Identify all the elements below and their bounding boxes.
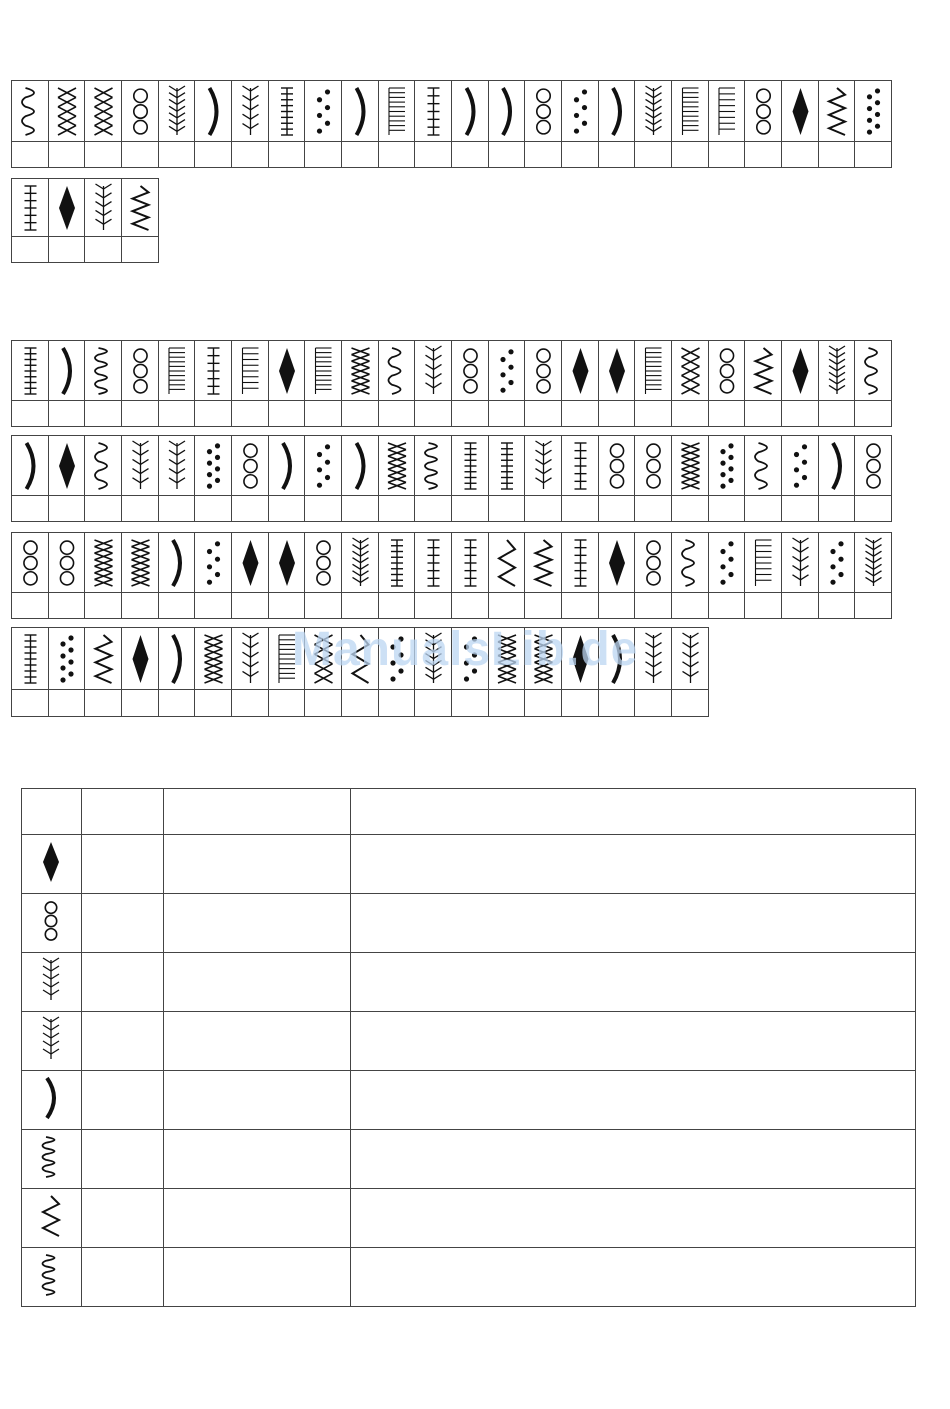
arrow-down-stitch-icon <box>709 81 745 142</box>
double-bracket-stitch-icon <box>379 81 415 142</box>
stitch-number-cell <box>159 401 195 427</box>
satin-line-stitch-icon <box>12 436 49 496</box>
stitch-number-cell <box>305 496 342 522</box>
ladder-bracket-stitch-icon <box>22 835 82 894</box>
stitch-number-cell <box>49 142 85 168</box>
zigzag-saw-stitch-icon <box>709 341 745 401</box>
stitch-number-cell <box>672 593 709 619</box>
stitch-number-cell <box>85 237 122 263</box>
snowflake-stitch-icon <box>819 436 855 496</box>
fishbone-stitch-icon <box>269 436 305 496</box>
stitch-number-cell <box>709 142 745 168</box>
sunburst-stitch-icon <box>12 533 49 593</box>
arrow-comb-stitch-icon <box>415 628 452 690</box>
stitch-table-block-b-row-2 <box>11 435 892 522</box>
stitch-number-cell <box>562 401 599 427</box>
sprig-stitch-icon <box>122 533 159 593</box>
palm-leaf-stitch-icon <box>489 533 525 593</box>
brick-stitch-icon <box>635 628 672 690</box>
chevron-zigzag-stitch-icon <box>745 81 782 142</box>
star-flower-stitch-icon <box>452 436 489 496</box>
corner-fan-stitch-icon <box>85 179 122 237</box>
stitch-number-cell <box>709 593 745 619</box>
table-cell <box>350 1189 915 1248</box>
table-cell <box>163 1189 350 1248</box>
s-curve-stitch-icon <box>672 533 709 593</box>
swirl-stitch-icon <box>525 628 562 690</box>
lightning-satin-stitch-icon <box>635 533 672 593</box>
stitch-number-cell <box>379 496 415 522</box>
zigzag-step-stitch-icon <box>599 341 635 401</box>
cross-stitch-dense-icon <box>195 81 232 142</box>
stitch-number-cell <box>159 496 195 522</box>
stitch-number-cell <box>635 142 672 168</box>
stitch-number-cell <box>269 142 305 168</box>
wave-satin-stitch-icon <box>782 81 819 142</box>
scallop-ridged-stitch-icon <box>122 341 159 401</box>
table-cell <box>163 1248 350 1307</box>
stitch-number-cell <box>855 142 892 168</box>
table-cell <box>163 894 350 953</box>
stitch-number-cell <box>562 690 599 717</box>
scallop-narrow-stitch-icon <box>195 341 232 401</box>
oval-chain-stitch-icon <box>415 81 452 142</box>
stitch-number-cell <box>599 401 635 427</box>
stitch-number-cell <box>49 496 85 522</box>
table-cell <box>163 953 350 1012</box>
folk-flower-stitch-icon <box>562 533 599 593</box>
stitch-number-cell <box>709 401 745 427</box>
table-cell <box>81 835 163 894</box>
stitch-number-cell <box>489 496 525 522</box>
leaf-pair-stitch-icon <box>122 436 159 496</box>
stitch-number-cell <box>782 496 819 522</box>
stitch-number-cell <box>782 142 819 168</box>
crescent-thin-stitch-icon <box>379 341 415 401</box>
wave-ribbon-stitch-icon <box>855 436 892 496</box>
table-cell <box>350 1012 915 1071</box>
stitch-number-cell <box>342 690 379 717</box>
straight-dashed-stitch-icon <box>599 81 635 142</box>
stitch-table-block-b-row-1 <box>11 340 892 427</box>
table-cell <box>350 835 915 894</box>
satin-zigzag-stitch-icon <box>452 81 489 142</box>
stitch-number-cell <box>122 496 159 522</box>
table-header-row <box>22 789 916 835</box>
stitch-number-cell <box>745 401 782 427</box>
stitch-number-cell <box>195 401 232 427</box>
table-row <box>22 953 916 1012</box>
heart-chain-stitch-icon <box>159 533 195 593</box>
bird-satin-stitch-icon <box>782 533 819 593</box>
stitch-number-cell <box>195 142 232 168</box>
stitch-number-cell <box>159 142 195 168</box>
step-arrow-stitch-icon <box>635 341 672 401</box>
butterfly-stitch-icon <box>195 628 232 690</box>
bracket-comb-stitch-icon <box>379 628 415 690</box>
stitch-number-cell <box>415 142 452 168</box>
stitch-number-cell <box>12 142 49 168</box>
stitch-number-cell <box>415 690 452 717</box>
vine-blossom-stitch-icon <box>489 436 525 496</box>
stitch-number-cell <box>635 593 672 619</box>
pennant-stitch-icon <box>855 81 892 142</box>
stitch-number-cell <box>452 593 489 619</box>
stitch-number-cell <box>525 142 562 168</box>
s-curve-dashed-stitch-icon <box>635 81 672 142</box>
stitch-number-cell <box>709 496 745 522</box>
stitch-number-cell <box>635 401 672 427</box>
asterisk-stitch-icon <box>782 436 819 496</box>
stitch-number-cell <box>232 401 269 427</box>
bar-tack-stitch-icon <box>672 341 709 401</box>
stitch-number-cell <box>12 237 49 263</box>
heart-loop-stitch-icon <box>22 1189 82 1248</box>
stitch-number-cell <box>855 496 892 522</box>
table-cell <box>163 1071 350 1130</box>
stitch-number-cell <box>232 496 269 522</box>
zigzag-stack-stitch-icon <box>232 533 269 593</box>
diamond-lattice-stitch-icon <box>672 628 709 690</box>
stitch-number-cell <box>342 496 379 522</box>
triangle-lattice-stitch-icon <box>22 1130 82 1189</box>
hook-stitch-icon <box>342 628 379 690</box>
stitch-number-cell <box>452 142 489 168</box>
stitch-number-cell <box>269 690 305 717</box>
table-cell <box>81 1130 163 1189</box>
curl-cluster-stitch-icon <box>85 533 122 593</box>
treble-clef-stitch-icon <box>342 533 379 593</box>
stitch-number-cell <box>562 142 599 168</box>
stitch-reference-table <box>21 788 916 1307</box>
stitch-number-cell <box>232 690 269 717</box>
stitch-number-cell <box>819 593 855 619</box>
feather-leaf-stitch-icon <box>232 436 269 496</box>
stitch-number-cell <box>122 593 159 619</box>
table-cell <box>81 1189 163 1248</box>
table-row <box>22 1189 916 1248</box>
beetle-stitch-icon <box>232 628 269 690</box>
star-dots-stitch-icon <box>49 179 85 237</box>
stitch-number-cell <box>489 401 525 427</box>
balloon-stitch-icon <box>85 628 122 690</box>
table-row <box>22 1248 916 1307</box>
stitch-number-cell <box>672 401 709 427</box>
cross-bar-stitch-icon <box>22 894 82 953</box>
stitch-number-cell <box>85 142 122 168</box>
stitch-table-block-a-row-2 <box>11 178 159 263</box>
table-cell <box>163 1012 350 1071</box>
stitch-number-cell <box>379 690 415 717</box>
leaf-bouquet-stitch-icon <box>49 533 85 593</box>
fringe-bar-double-stitch-icon <box>782 341 819 401</box>
zigzag-scallop-stitch-icon <box>562 341 599 401</box>
table-cell <box>163 1130 350 1189</box>
stitch-number-cell <box>745 496 782 522</box>
stitch-number-cell <box>452 690 489 717</box>
stitch-number-cell <box>855 401 892 427</box>
twisted-cord-stitch-icon <box>819 81 855 142</box>
vine-curl-stitch-icon <box>49 436 85 496</box>
stitch-number-cell <box>525 690 562 717</box>
stitch-number-cell <box>195 496 232 522</box>
table-row <box>22 1130 916 1189</box>
leaf-sprig-stitch-icon <box>195 436 232 496</box>
table-cell <box>81 1071 163 1130</box>
stitch-number-cell <box>599 496 635 522</box>
stitch-number-cell <box>49 237 85 263</box>
stitch-number-cell <box>195 690 232 717</box>
stitch-table-block-c-row-1 <box>11 532 892 619</box>
table-header-cell <box>81 789 163 835</box>
heart-outline-stitch-icon <box>855 533 892 593</box>
bow-tie-stitch-icon <box>562 628 599 690</box>
stitch-number-cell <box>12 401 49 427</box>
cross-arrow-stitch-icon <box>709 533 745 593</box>
stitch-number-cell <box>269 401 305 427</box>
x-bar-stitch-icon <box>22 1071 82 1130</box>
serpentine-stitch-icon <box>525 533 562 593</box>
starburst-stitch-icon <box>709 436 745 496</box>
table-cell <box>163 835 350 894</box>
arc-satin-stitch-icon <box>562 81 599 142</box>
arc-satin-wide-stitch-icon <box>159 341 195 401</box>
stitch-number-cell <box>49 593 85 619</box>
cross-stitch-double-icon <box>122 81 159 142</box>
triangle-satin-stitch-icon <box>489 341 525 401</box>
serpentine-blocks-stitch-icon <box>525 81 562 142</box>
stitch-number-cell <box>305 690 342 717</box>
stitch-number-cell <box>489 142 525 168</box>
stitch-number-cell <box>672 496 709 522</box>
stitch-number-cell <box>745 142 782 168</box>
loop-pair-stitch-icon <box>122 628 159 690</box>
stitch-number-cell <box>85 593 122 619</box>
fringe-bar-stitch-icon <box>745 341 782 401</box>
stitch-number-cell <box>489 593 525 619</box>
stitch-number-cell <box>635 690 672 717</box>
stitch-number-cell <box>12 496 49 522</box>
stitch-number-cell <box>122 237 159 263</box>
stitch-number-cell <box>379 401 415 427</box>
cross-stitch-half-icon <box>269 81 305 142</box>
stitch-number-cell <box>452 401 489 427</box>
scallop-double-stitch-icon <box>49 341 85 401</box>
stitch-number-cell <box>599 142 635 168</box>
brace-stitch-icon <box>269 341 305 401</box>
stitch-number-cell <box>635 496 672 522</box>
leaf-branch-stitch-icon <box>85 436 122 496</box>
stitch-number-cell <box>379 142 415 168</box>
stitch-table-block-a-row-1 <box>11 80 892 168</box>
stitch-number-cell <box>819 496 855 522</box>
reed-stitch-icon <box>415 533 452 593</box>
satin-bow-stitch-icon <box>599 628 635 690</box>
flower-stalk-stitch-icon <box>379 436 415 496</box>
table-header-cell <box>163 789 350 835</box>
fish-stitch-icon <box>269 628 305 690</box>
stitch-number-cell <box>342 142 379 168</box>
stitch-number-cell <box>379 593 415 619</box>
ladder-stitch-icon <box>305 81 342 142</box>
table-header-cell <box>22 789 82 835</box>
stitch-number-cell <box>269 496 305 522</box>
table-row <box>22 1071 916 1130</box>
fern-stitch-icon <box>159 436 195 496</box>
stitch-number-cell <box>232 593 269 619</box>
table-cell <box>350 1130 915 1189</box>
oak-leaf-stitch-icon <box>305 436 342 496</box>
feather-saw-stitch-icon <box>672 436 709 496</box>
cross-medallion-stitch-icon <box>305 533 342 593</box>
cross-stitch-x-icon <box>12 81 49 142</box>
spiral-stitch-icon <box>599 533 635 593</box>
stitch-number-cell <box>525 593 562 619</box>
stitch-table-block-c-row-2 <box>11 627 709 717</box>
star-scatter-stitch-icon <box>22 1012 82 1071</box>
table-row <box>22 894 916 953</box>
stitch-number-cell <box>122 690 159 717</box>
crescent-feather-stitch-icon <box>305 628 342 690</box>
stitch-number-cell <box>305 401 342 427</box>
cross-stitch-zigzag-icon <box>85 81 122 142</box>
zigzag-block-stitch-icon <box>525 341 562 401</box>
table-cell <box>81 1248 163 1307</box>
diamond-chain-stitch-icon <box>489 81 525 142</box>
turtle-stitch-icon <box>159 628 195 690</box>
stitch-number-cell <box>672 690 709 717</box>
stitch-number-cell <box>122 142 159 168</box>
feather-quill-stitch-icon <box>489 628 525 690</box>
watermark-text: ManualsLib.de <box>292 623 639 676</box>
stitch-number-cell <box>452 496 489 522</box>
scallop-edge-stitch-icon <box>305 341 342 401</box>
stitch-number-cell <box>49 401 85 427</box>
crescent-stitch-icon <box>342 341 379 401</box>
stitch-number-cell <box>599 593 635 619</box>
cross-hatch-diamond-stitch-icon <box>12 628 49 690</box>
bow-stitch-icon <box>49 628 85 690</box>
tulip-stitch-icon <box>342 436 379 496</box>
stitch-number-cell <box>672 142 709 168</box>
stitch-number-cell <box>819 142 855 168</box>
table-cell <box>81 894 163 953</box>
stitch-number-cell <box>562 496 599 522</box>
feather-oval-stitch-icon <box>452 341 489 401</box>
star-column-stitch-icon <box>22 953 82 1012</box>
cross-stitch-diamond-icon <box>49 81 85 142</box>
stitch-number-cell <box>745 593 782 619</box>
stitch-number-cell <box>415 401 452 427</box>
table-cell <box>350 953 915 1012</box>
table-cell <box>81 953 163 1012</box>
rectangle-frame-stitch-icon <box>122 179 159 237</box>
stitch-number-cell <box>159 690 195 717</box>
half-moon-satin-stitch-icon <box>415 341 452 401</box>
heart-satin-stitch-icon <box>745 533 782 593</box>
stitch-number-cell <box>122 401 159 427</box>
stitch-number-cell <box>342 401 379 427</box>
blossom-stitch-icon <box>415 436 452 496</box>
morning-glory-stitch-icon <box>452 533 489 593</box>
table-header-cell <box>350 789 915 835</box>
double-circle-stitch-icon <box>599 436 635 496</box>
stitch-number-cell <box>49 690 85 717</box>
stitch-number-cell <box>855 593 892 619</box>
scallop-dense-stitch-icon <box>232 341 269 401</box>
scallop-thin-stitch-icon <box>12 341 49 401</box>
table-cell <box>350 1248 915 1307</box>
table-cell <box>350 894 915 953</box>
diamond-chain-outline-stitch-icon <box>269 533 305 593</box>
double-heart-stitch-icon <box>819 533 855 593</box>
scallop-fan-stitch-icon <box>562 436 599 496</box>
stitch-number-cell <box>85 690 122 717</box>
stitch-number-cell <box>819 401 855 427</box>
stitch-number-cell <box>782 593 819 619</box>
star-outline-stitch-icon <box>745 436 782 496</box>
stitch-number-cell <box>415 593 452 619</box>
stitch-number-cell <box>159 593 195 619</box>
stitch-number-cell <box>305 142 342 168</box>
table-cell <box>81 1012 163 1071</box>
comb-stitch-icon <box>819 341 855 401</box>
stitch-number-cell <box>85 401 122 427</box>
stitch-number-cell <box>232 142 269 168</box>
stitch-number-cell <box>342 593 379 619</box>
scallop-triple-stitch-icon <box>85 341 122 401</box>
stitch-number-cell <box>415 496 452 522</box>
table-cell <box>350 1071 915 1130</box>
stitch-number-cell <box>525 401 562 427</box>
bar-scallop-stitch-icon <box>452 628 489 690</box>
zigzag-thin-stitch-icon <box>672 81 709 142</box>
spiral-vine-stitch-icon <box>379 533 415 593</box>
table-row <box>22 1012 916 1071</box>
cross-stitch-ornament-icon <box>232 81 269 142</box>
arrow-tree-stitch-icon <box>195 533 232 593</box>
snowflake-x-stitch-icon <box>855 341 892 401</box>
cross-stitch-ladder-icon <box>159 81 195 142</box>
leaf-fork-stitch-icon <box>525 436 562 496</box>
stitch-number-cell <box>599 690 635 717</box>
stitch-number-cell <box>269 593 305 619</box>
flower-column-stitch-icon <box>12 179 49 237</box>
stitch-number-cell <box>12 593 49 619</box>
stitch-number-cell <box>489 690 525 717</box>
bracket-stitch-icon <box>342 81 379 142</box>
stitch-number-cell <box>562 593 599 619</box>
stitch-number-cell <box>305 593 342 619</box>
stitch-number-cell <box>525 496 562 522</box>
stitch-number-cell <box>85 496 122 522</box>
table-row <box>22 835 916 894</box>
stitch-number-cell <box>12 690 49 717</box>
flower-bar-stitch-icon <box>22 1248 82 1307</box>
stitch-number-cell <box>782 401 819 427</box>
diamond-medallion-stitch-icon <box>635 436 672 496</box>
stitch-number-cell <box>195 593 232 619</box>
